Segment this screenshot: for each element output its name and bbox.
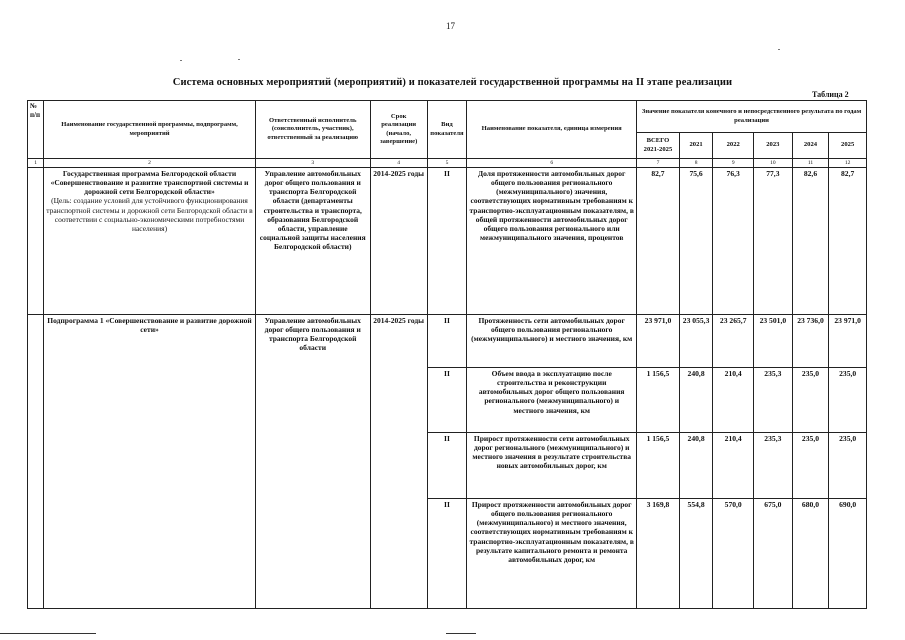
header-year-2025: 2025	[829, 133, 867, 159]
indicator-name: Объем ввода в эксплуатацию после строительства и реконструкции автомобильных дорог общего пользования регионального (межмуниципального) и местного значения, км	[467, 368, 637, 433]
col-number: 3	[255, 159, 370, 168]
program-value-2022: 76,3	[713, 168, 754, 315]
program-term: 2014-2025 годы	[370, 168, 427, 315]
subprogram-row	[28, 315, 867, 368]
program-value-2025: 82,7	[829, 168, 867, 315]
program-executor: Управление автомобильных дорог общего пользования и транспорта Белгородской области (департаменты строительства и транспорта, образования Белгородской области, управление социальной защиты населения Белгородской области)	[255, 168, 370, 315]
col-number: 4	[370, 159, 427, 168]
header-term: Срок реализации (начало, завершение)	[370, 101, 427, 159]
header-year-2024: 2024	[792, 133, 829, 159]
program-row	[28, 168, 867, 315]
indicator-value-2022: 23 265,7	[713, 315, 754, 368]
document-title: Система основных мероприятий (мероприятий) и показателей государственной программы на II этапе реализации	[172, 77, 733, 88]
subprogram-name: Подпрограмма 1 «Совершенствование и развитие дорожной сети»	[44, 315, 256, 609]
indicator-value-2021: 240,8	[679, 368, 713, 433]
indicator-value-2025: 690,0	[829, 499, 867, 609]
indicator-type: II	[427, 433, 467, 499]
indicator-value-2025: 23 971,0	[829, 315, 867, 368]
indicator-value-total: 1 156,5	[637, 433, 680, 499]
program-value-2023: 77,3	[754, 168, 793, 315]
col-number: 6	[467, 159, 637, 168]
header-executor: Ответственный исполнитель (соисполнитель, участник), ответственный за реализацию	[255, 101, 370, 159]
program-name: Государственная программа Белгородской области «Совершенствование и развитие транспортной системы и дорожной сети Белгородской области»	[50, 169, 249, 197]
indicator-value-2021: 554,8	[679, 499, 713, 609]
scan-speck	[180, 60, 182, 61]
indicator-name: Прирост протяженности автомобильных дорог общего пользования регионального (межмуниципального) и местного значения, соответствующих нормативным требованиям к транспортно-эксплуатационным показателям, в результате капитального ремонта и ремонта автомобильных дорог, км	[467, 499, 637, 609]
indicator-value-2023: 23 501,0	[754, 315, 793, 368]
indicator-value-2024: 680,0	[792, 499, 829, 609]
table-label: Таблица 2	[812, 90, 849, 99]
footer-line-left	[0, 633, 96, 634]
indicators-table	[27, 100, 867, 609]
col-number: 2	[44, 159, 256, 168]
indicator-value-2021: 23 055,3	[679, 315, 713, 368]
header-year-2023: 2023	[754, 133, 793, 159]
indicator-name: Прирост протяженности сети автомобильных дорог регионального (межмуниципального) и местного значения в результате строительства новых автомобильных дорог, км	[467, 433, 637, 499]
indicator-value-2022: 210,4	[713, 368, 754, 433]
program-value-total: 82,7	[637, 168, 680, 315]
indicator-value-2024: 235,0	[792, 433, 829, 499]
col-number: 8	[679, 159, 713, 168]
page-number: 17	[446, 21, 455, 31]
indicator-value-total: 3 169,8	[637, 499, 680, 609]
header-values-group: Значение показателя конечного и непосредственного результата по годам реализации	[637, 101, 867, 133]
header-year-2022: 2022	[713, 133, 754, 159]
col-number: 5	[427, 159, 467, 168]
col-number: 11	[792, 159, 829, 168]
program-indicator-type: II	[427, 168, 467, 315]
subprogram-num-cell	[28, 315, 44, 609]
scan-speck	[238, 59, 240, 60]
indicator-value-2025: 235,0	[829, 433, 867, 499]
header-row	[28, 101, 867, 133]
indicator-value-total: 1 156,5	[637, 368, 680, 433]
indicator-value-total: 23 971,0	[637, 315, 680, 368]
col-number: 12	[829, 159, 867, 168]
col-number: 7	[637, 159, 680, 168]
indicator-value-2023: 675,0	[754, 499, 793, 609]
col-number: 9	[713, 159, 754, 168]
indicator-value-2024: 235,0	[792, 368, 829, 433]
subprogram-executor: Управление автомобильных дорог общего пользования и транспорта Белгородской области	[255, 315, 370, 609]
col-number: 1	[28, 159, 44, 168]
header-num: № п/п	[28, 101, 44, 159]
indicator-value-2025: 235,0	[829, 368, 867, 433]
indicator-value-2023: 235,3	[754, 368, 793, 433]
indicator-value-2023: 235,3	[754, 433, 793, 499]
indicator-type: II	[427, 368, 467, 433]
program-num-cell	[28, 168, 44, 315]
column-number-row	[28, 159, 867, 168]
indicator-name: Протяженность сети автомобильных дорог общего пользования регионального (межмуниципального) и местного значения, км	[467, 315, 637, 368]
footer-line-middle	[446, 633, 476, 634]
program-name-cell	[44, 168, 256, 315]
subprogram-term: 2014-2025 годы	[370, 315, 427, 609]
header-name: Наименование государственной программы, подпрограмм, мероприятий	[44, 101, 256, 159]
col-number: 10	[754, 159, 793, 168]
header-year-2021: 2021	[679, 133, 713, 159]
indicator-value-2021: 240,8	[679, 433, 713, 499]
program-value-2024: 82,6	[792, 168, 829, 315]
indicator-value-2022: 210,4	[713, 433, 754, 499]
header-indicator: Наименование показателя, единица измерения	[467, 101, 637, 159]
indicator-type: II	[427, 315, 467, 368]
program-goal: (Цель: создание условий для устойчивого функционирования транспортной системы и дорожной сети Белгородской области в соответствии с социально-экономическими потребностями населения)	[46, 196, 253, 233]
header-total: ВСЕГО 2021-2025	[637, 133, 680, 159]
scan-speck	[778, 49, 780, 50]
indicator-type: II	[427, 499, 467, 609]
program-indicator-name: Доля протяженности автомобильных дорог общего пользования регионального (межмуниципального) значения, соответствующих нормативным требованиям к транспортно-эксплуатационным показателям, в общей протяженности автомобильных дорог общего пользования регионального или межмуниципального значения, процентов	[467, 168, 637, 315]
program-value-2021: 75,6	[679, 168, 713, 315]
indicator-value-2024: 23 736,0	[792, 315, 829, 368]
header-type: Вид показателя	[427, 101, 467, 159]
indicator-value-2022: 570,0	[713, 499, 754, 609]
